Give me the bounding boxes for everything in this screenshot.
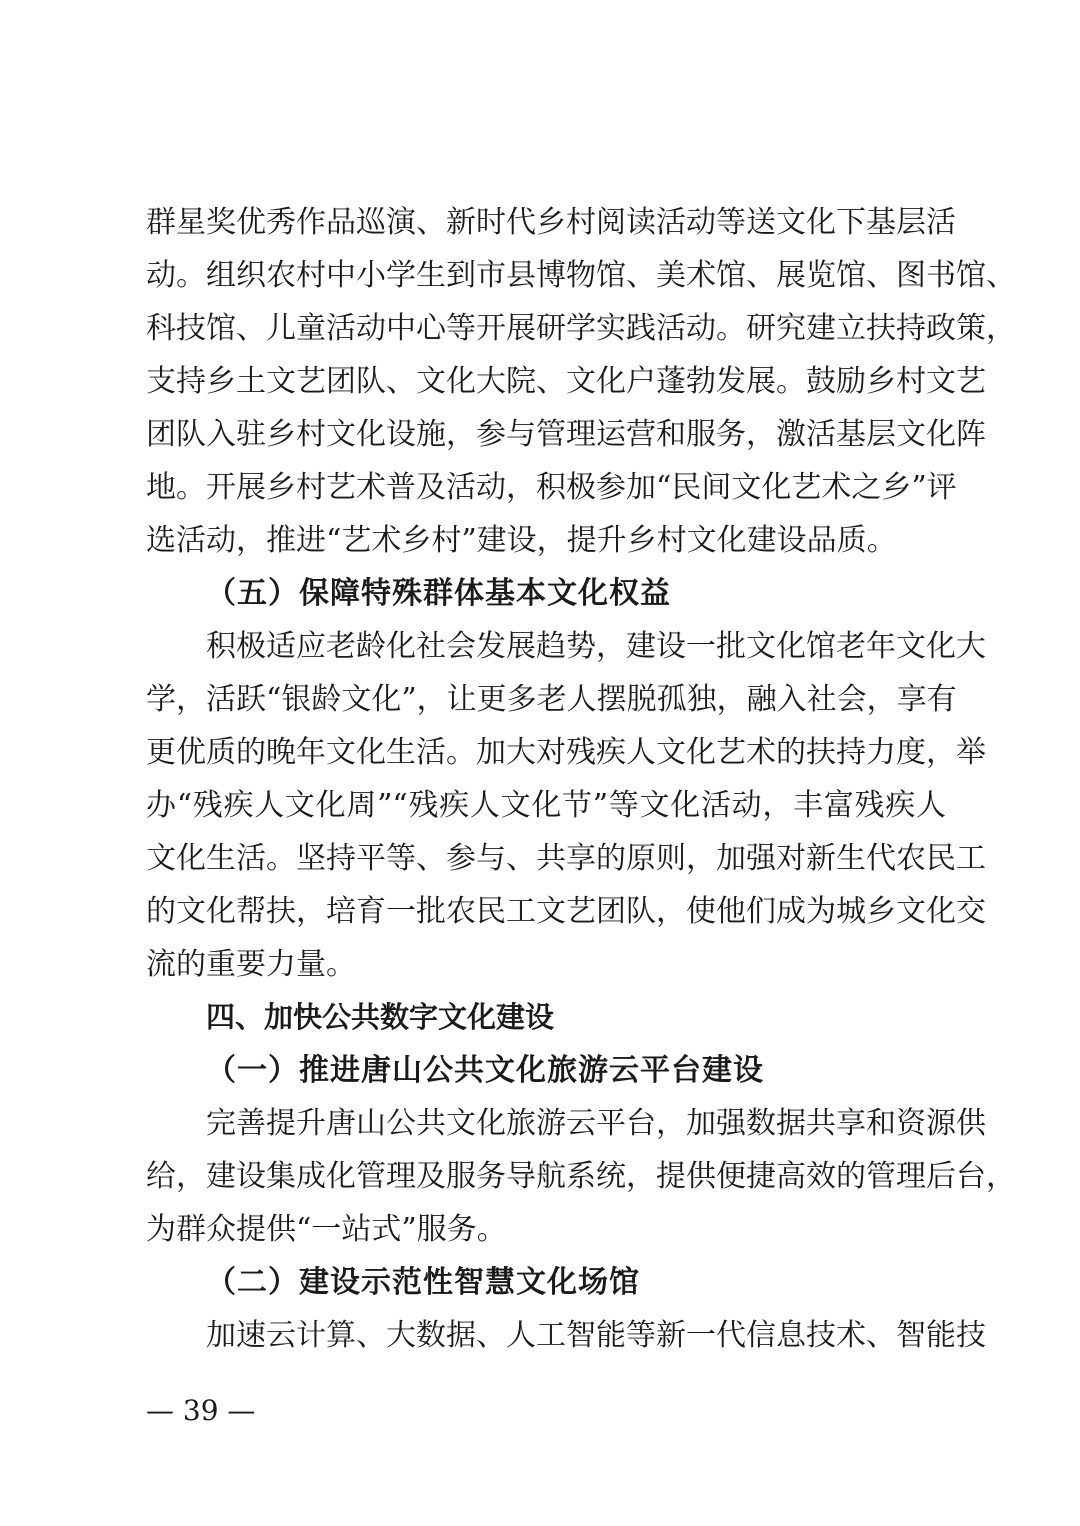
- paragraph-line: 积极适应老龄化社会发展趋势，建设一批文化馆老年文化大: [206, 629, 986, 664]
- paragraph-line: 加速云计算、大数据、人工智能等新一代信息技术、智能技: [206, 1318, 986, 1353]
- paragraph-line: 流的重要力量。: [146, 947, 356, 982]
- paragraph-line: 动。组织农村中小学生到市县博物馆、美术馆、展览馆、图书馆、: [146, 258, 1016, 293]
- document-body: [146, 196, 1016, 1362]
- paragraph-line: 群星奖优秀作品巡演、新时代乡村阅读活动等送文化下基层活: [146, 205, 956, 240]
- paragraph-line: 文化生活。坚持平等、参与、共享的原则，加强对新生代农民工: [146, 841, 986, 876]
- paragraph-line: 学，活跃“银龄文化”，让更多老人摆脱孤独，融入社会，享有: [146, 682, 957, 717]
- paragraph-line: 给，建设集成化管理及服务导航系统，提供便捷高效的管理后台，: [146, 1159, 1016, 1194]
- page-number: — 39 —: [146, 1394, 256, 1427]
- paragraph-line: 支持乡土文艺团队、文化大院、文化户蓬勃发展。鼓励乡村文艺: [146, 364, 986, 399]
- paragraph-line: 科技馆、儿童活动中心等开展研学实践活动。研究建立扶持政策，: [146, 311, 1016, 346]
- paragraph-line: 更优质的晚年文化生活。加大对残疾人文化艺术的扶持力度，举: [146, 735, 986, 770]
- section-heading-2: （二）建设示范性智慧文化场馆: [206, 1265, 640, 1300]
- section-heading-5: （五）保障特殊群体基本文化权益: [206, 576, 671, 611]
- paragraph-line: 完善提升唐山公共文化旅游云平台，加强数据共享和资源供: [206, 1106, 986, 1141]
- paragraph-line: 团队入驻乡村文化设施，参与管理运营和服务，激活基层文化阵: [146, 417, 986, 452]
- paragraph-line: 办“残疾人文化周”“残疾人文化节”等文化活动，丰富残疾人: [146, 788, 946, 823]
- chapter-heading-4: 四、加快公共数字文化建设: [206, 1000, 555, 1034]
- section-heading-1: （一）推进唐山公共文化旅游云平台建设: [206, 1053, 764, 1088]
- paragraph-line: 地。开展乡村艺术普及活动，积极参加“民间文化艺术之乡”评: [146, 470, 957, 505]
- paragraph-line: 选活动，推进“艺术乡村”建设，提升乡村文化建设品质。: [146, 523, 897, 558]
- paragraph-line: 的文化帮扶，培育一批农民工文艺团队，使他们成为城乡文化交: [146, 894, 986, 929]
- paragraph-line: 为群众提供“一站式”服务。: [146, 1212, 507, 1247]
